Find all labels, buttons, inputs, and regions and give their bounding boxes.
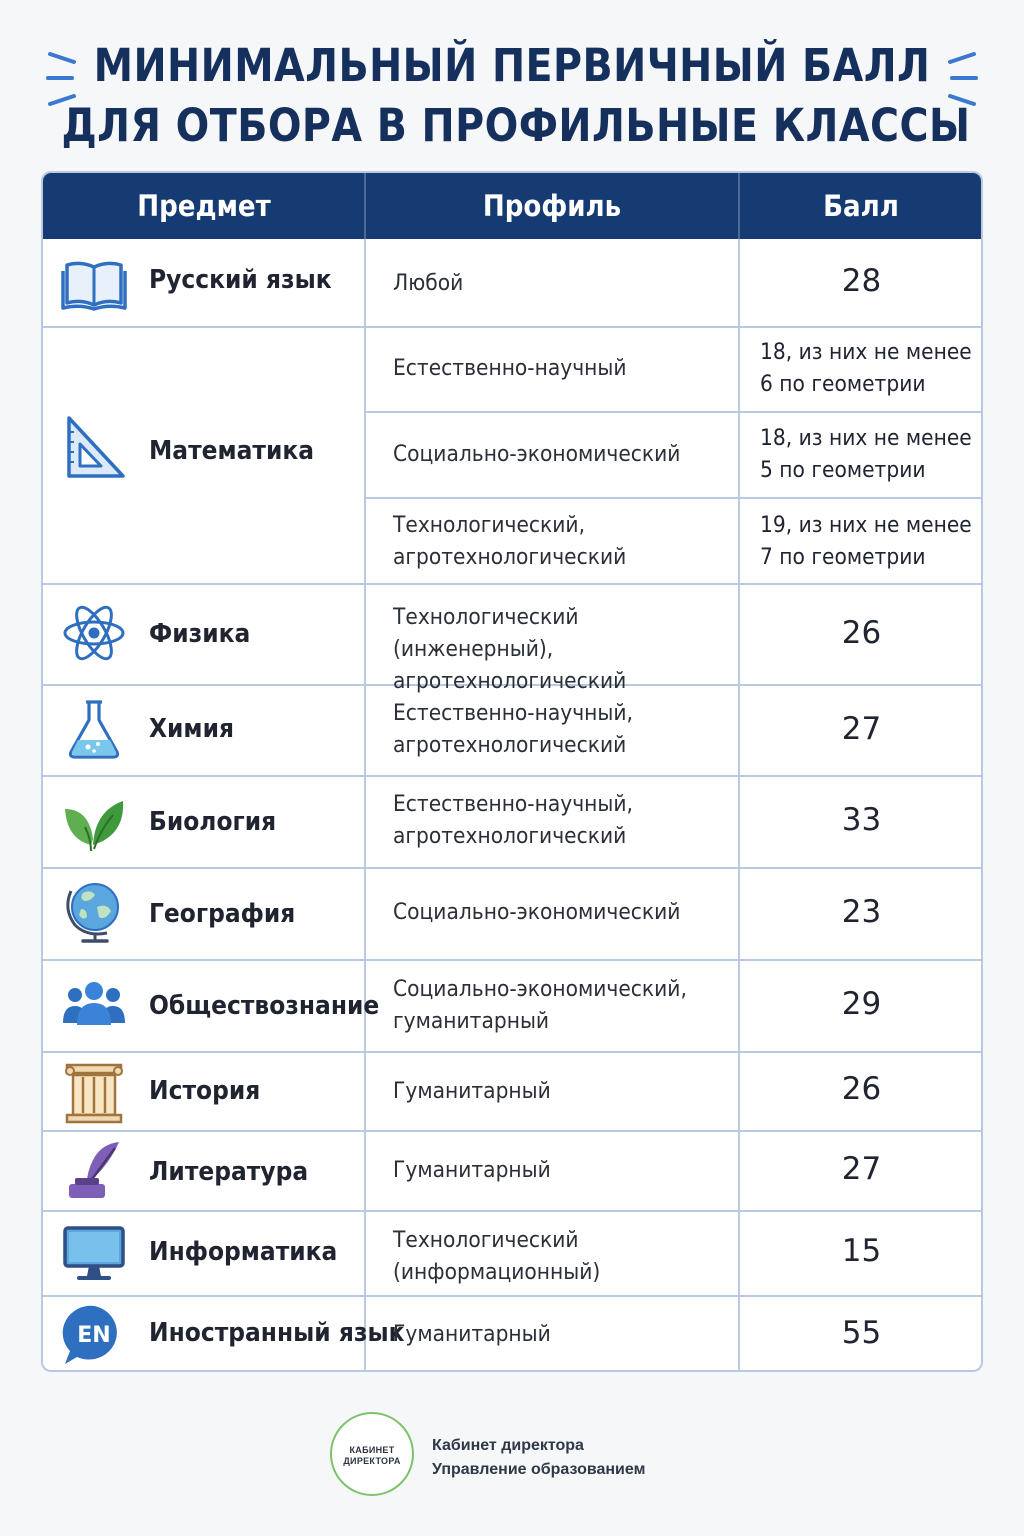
logo-line-2: ДИРЕКТОРА <box>343 1456 401 1466</box>
profile-line: Естественно-научный, <box>393 792 633 817</box>
subject-name: Обществознание <box>149 991 380 1021</box>
subject-name: История <box>149 1076 261 1106</box>
profile-line: агротехнологический <box>393 824 627 849</box>
table-row <box>43 684 365 775</box>
score-line: 18, из них не менее <box>760 426 972 451</box>
header-divider <box>738 173 740 239</box>
table-row <box>43 867 365 959</box>
subject-name: География <box>149 899 296 929</box>
logo-line-1: КАБИНЕТ <box>349 1445 395 1455</box>
people-icon <box>61 973 127 1039</box>
logo <box>330 1412 414 1496</box>
score-cell: 29 <box>841 986 882 1022</box>
score-cell: 26 <box>841 615 882 651</box>
subject-name: Иностранный язык <box>149 1318 405 1348</box>
subject-name: Биология <box>149 807 277 837</box>
profile-cell <box>393 974 710 1038</box>
table-row <box>43 326 365 583</box>
profile-cell <box>393 602 710 698</box>
subject-name: Литература <box>149 1157 309 1187</box>
leaf-icon <box>61 789 127 855</box>
profile-line: Социально-экономический, <box>393 977 687 1002</box>
title-line-1: МИНИМАЛЬНЫЙ ПЕРВИЧНЫЙ БАЛЛ <box>93 39 931 92</box>
atom-icon <box>61 600 127 666</box>
score-cell: 55 <box>841 1315 882 1351</box>
header-divider <box>364 173 366 239</box>
profile-cell: Социально-экономический <box>393 442 681 467</box>
score-cell <box>760 423 972 487</box>
score-line: 5 по геометрии <box>760 458 926 483</box>
book-icon <box>61 251 127 317</box>
table-row <box>43 1051 365 1130</box>
score-line: 7 по геометрии <box>760 545 926 570</box>
title-line-2: ДЛЯ ОТБОРА В ПРОФИЛЬНЫЕ КЛАССЫ <box>61 99 971 152</box>
profile-line: гуманитарный <box>393 1009 550 1034</box>
table-row <box>43 1295 405 1372</box>
en-speech-icon <box>61 1302 127 1368</box>
triangle-ruler-icon <box>61 414 127 480</box>
profile-line: Естественно-научный, <box>393 701 633 726</box>
profile-line: (информационный) <box>393 1260 601 1285</box>
column-icon <box>61 1059 127 1125</box>
profile-cell: Естественно-научный <box>393 356 627 381</box>
footer-text <box>432 1434 645 1482</box>
score-cell: 15 <box>841 1233 882 1269</box>
score-cell: 27 <box>841 1151 882 1187</box>
profile-line: агротехнологический <box>393 545 627 570</box>
en-label: EN <box>77 1323 111 1348</box>
footer <box>330 1412 750 1502</box>
subject-name: Химия <box>149 714 234 744</box>
header-score: Балл <box>823 189 899 223</box>
page-title <box>0 36 1024 156</box>
table-row <box>43 959 380 1051</box>
row-divider <box>365 411 983 413</box>
score-line: 18, из них не менее <box>760 340 972 365</box>
header-subject: Предмет <box>137 189 271 223</box>
subject-name: Математика <box>149 436 315 466</box>
score-cell <box>760 337 972 401</box>
subject-name: Физика <box>149 619 251 649</box>
profile-cell: Социально-экономический <box>393 900 681 925</box>
score-cell <box>760 510 972 574</box>
profile-line: Технологический (инженерный), <box>393 605 579 662</box>
table-row <box>43 775 365 867</box>
profile-cell: Гуманитарный <box>393 1322 551 1347</box>
score-line: 19, из них не менее <box>760 513 972 538</box>
monitor-icon <box>61 1220 127 1286</box>
table-row <box>43 1130 365 1210</box>
profile-cell <box>393 1225 710 1289</box>
footer-line-2: Управление образованием <box>432 1461 646 1478</box>
score-cell: 33 <box>841 802 882 838</box>
profile-cell <box>393 510 710 574</box>
profile-line: агротехнологический <box>393 733 627 758</box>
score-cell: 27 <box>841 711 882 747</box>
globe-icon <box>61 879 127 945</box>
score-cell: 26 <box>841 1071 882 1107</box>
subject-name: Русский язык <box>149 265 332 295</box>
profile-cell <box>393 789 710 853</box>
table-row <box>43 1210 365 1295</box>
scores-table <box>41 171 983 1372</box>
footer-line-1: Кабинет директора <box>432 1437 584 1454</box>
table-row <box>43 583 365 684</box>
profile-line: Технологический, <box>393 513 586 538</box>
profile-cell <box>393 698 710 762</box>
table-header <box>43 173 983 239</box>
profile-cell: Гуманитарный <box>393 1079 551 1104</box>
score-cell: 28 <box>841 263 882 299</box>
header-profile: Профиль <box>482 189 622 223</box>
profile-line: агротехнологический <box>393 669 627 694</box>
profile-cell: Гуманитарный <box>393 1158 551 1183</box>
quill-icon <box>61 1138 127 1204</box>
subject-name: Информатика <box>149 1237 338 1267</box>
score-cell: 23 <box>841 894 882 930</box>
profile-cell: Любой <box>393 271 464 296</box>
row-divider <box>365 497 983 499</box>
flask-icon <box>61 696 127 762</box>
table-row <box>43 239 365 326</box>
profile-line: Технологический <box>393 1228 579 1253</box>
score-line: 6 по геометрии <box>760 372 926 397</box>
